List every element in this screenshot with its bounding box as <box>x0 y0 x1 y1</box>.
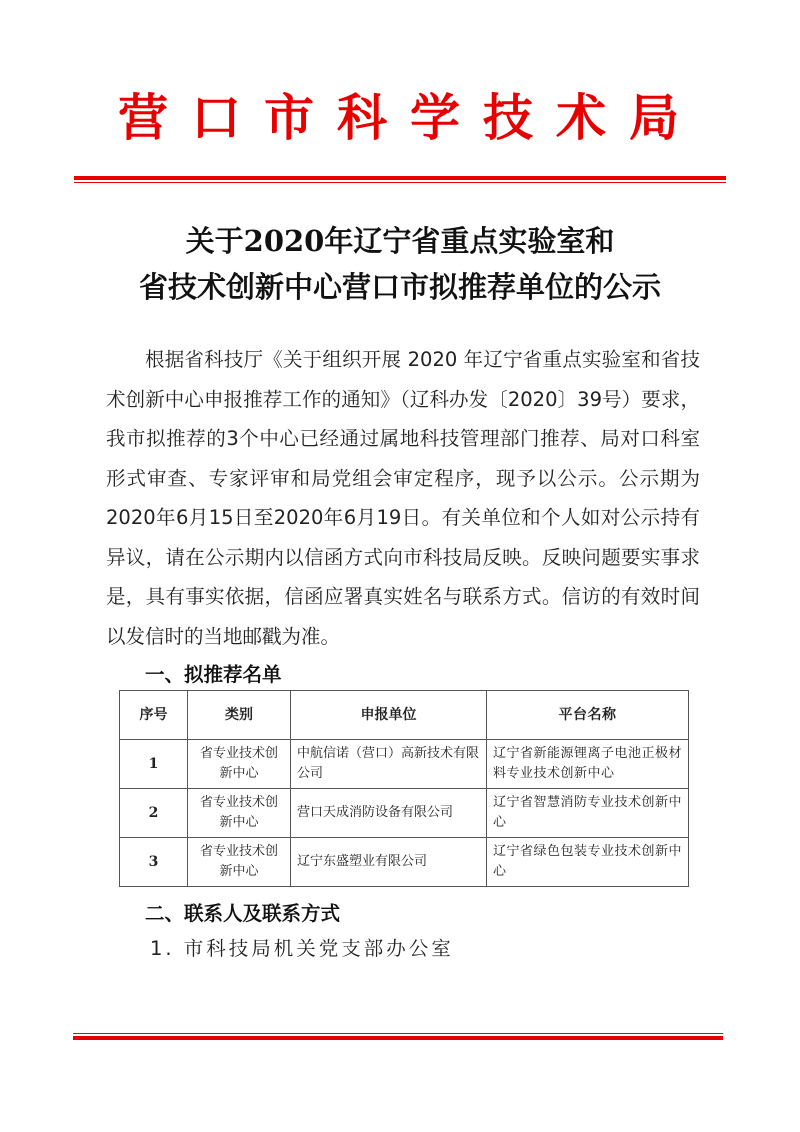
footer-rule-thin <box>73 1033 723 1034</box>
header-rule-thick <box>74 176 726 180</box>
header-type: 类别 <box>188 691 291 740</box>
table-row <box>120 789 689 838</box>
cell-no: 1 <box>120 740 188 789</box>
cell-no: 3 <box>120 838 188 887</box>
document-title-line1: 关于2020年辽宁省重点实验室和 <box>185 224 615 258</box>
cell-platform: 辽宁省智慧消防专业技术创新中心 <box>487 789 689 838</box>
document-title-line2: 省技术创新中心营口市拟推荐单位的公示 <box>138 270 661 304</box>
cell-unit: 营口天成消防设备有限公司 <box>291 789 487 838</box>
cell-platform: 辽宁省绿色包装专业技术创新中心 <box>487 838 689 887</box>
cell-unit: 中航信诺（营口）高新技术有限公司 <box>291 740 487 789</box>
header-rule-thin <box>74 182 726 183</box>
contact-item-1: 1. 市科技局机关党支部办公室 <box>150 937 454 960</box>
body-paragraph: 根据省科技厅《关于组织开展 2020 年辽宁省重点实验室和省技术创新中心申报推荐工作的通知》（辽科办发〔2020〕39号）要求，我市拟推荐的3个中心已经通过属地科技管理部门推荐、局对口科室形式审查、专家评审和局党组会审定程序，现予以公示。公示期为2020年6月15日至2020年6月19日。有关单位和个人如对公示持有异议，请在公示期内以信函方式向市科技局反映。反映问题要实事求是，具有事实依据，信函应署真实姓名与联系方式。信访的有效时间以发信时的当地邮戳为准。 <box>106 348 700 648</box>
table-header-row <box>120 691 689 740</box>
cell-no: 2 <box>120 789 188 838</box>
cell-type: 省专业技术创新中心 <box>188 838 291 887</box>
table-row <box>120 838 689 887</box>
header-no: 序号 <box>120 691 188 740</box>
section-heading-contacts: 二、联系人及联系方式 <box>145 902 341 925</box>
cell-type: 省专业技术创新中心 <box>188 789 291 838</box>
cell-platform: 辽宁省新能源锂离子电池正极材料专业技术创新中心 <box>487 740 689 789</box>
header-platform: 平台名称 <box>487 691 689 740</box>
cell-type: 省专业技术创新中心 <box>188 740 291 789</box>
candidate-table <box>119 690 689 887</box>
section-heading-candidates: 一、拟推荐名单 <box>145 663 282 686</box>
footer-rule-thick <box>73 1036 723 1040</box>
header-unit: 申报单位 <box>291 691 487 740</box>
table-row <box>120 740 689 789</box>
org-masthead: 营口市科学技术局 <box>118 88 702 147</box>
cell-unit: 辽宁东盛塑业有限公司 <box>291 838 487 887</box>
